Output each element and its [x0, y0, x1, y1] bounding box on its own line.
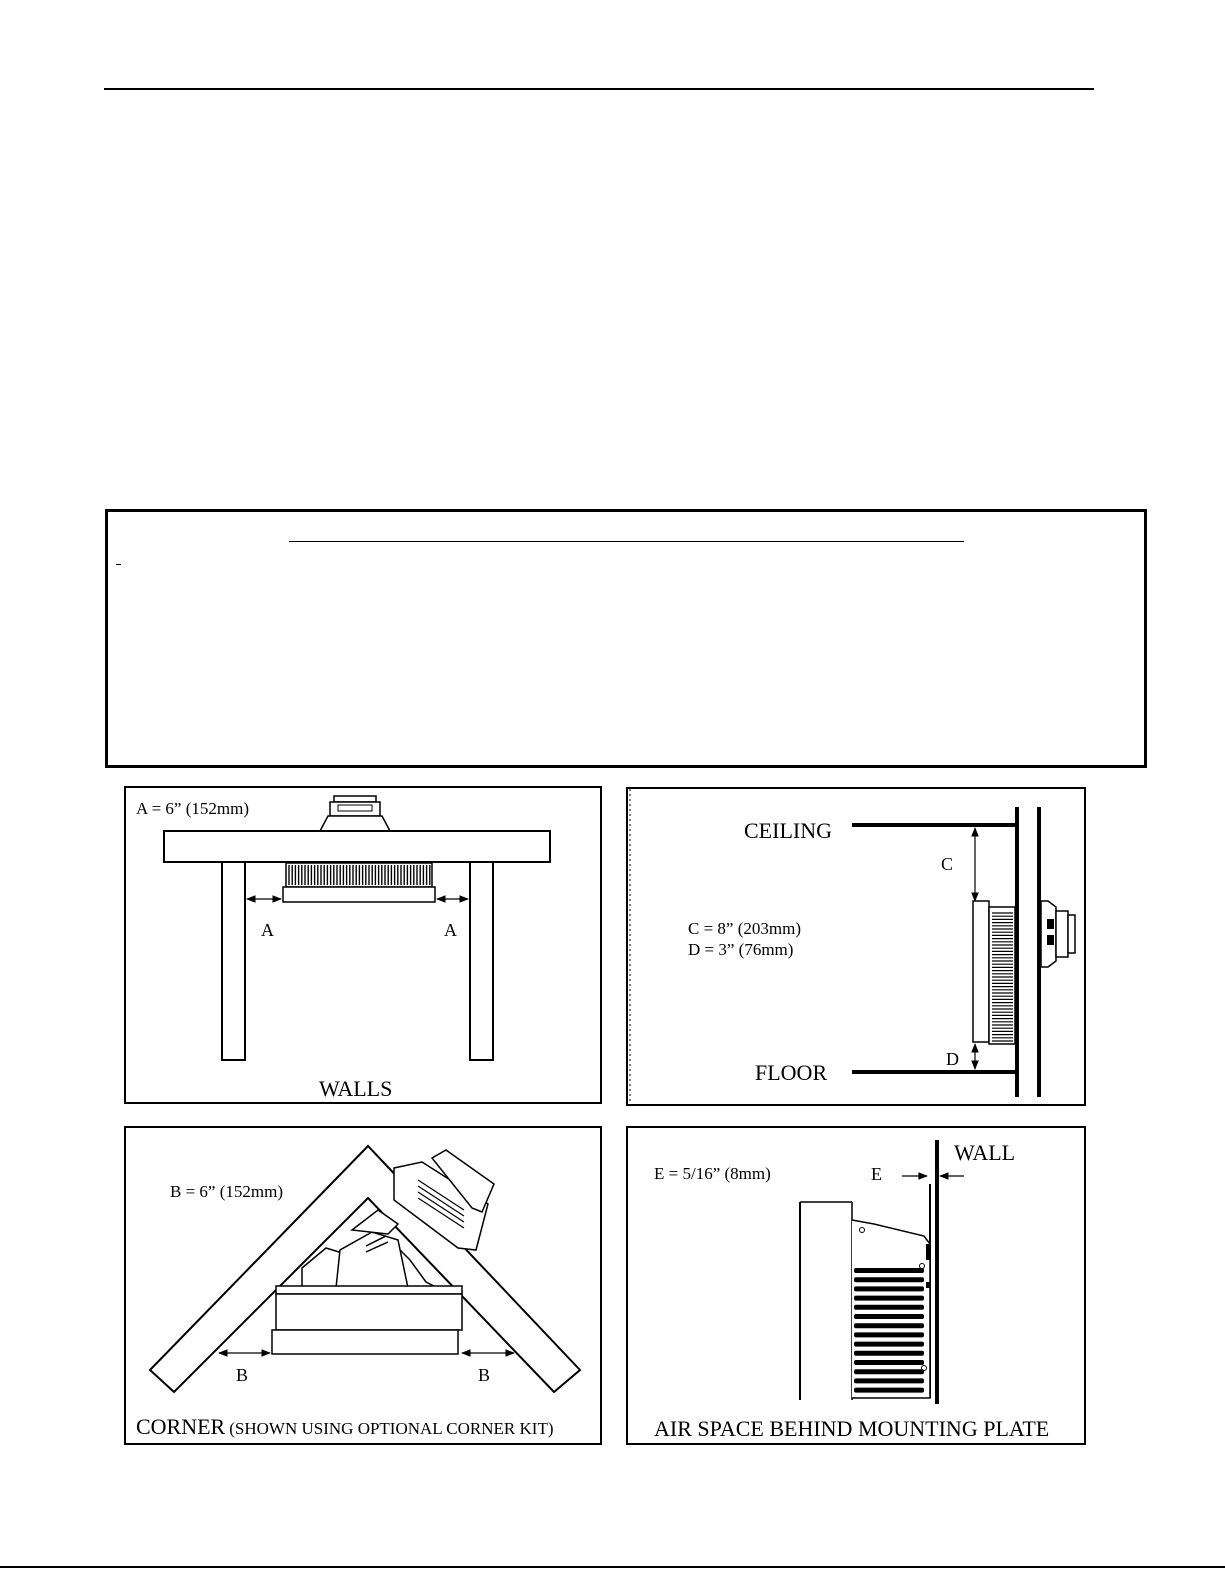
right-wall [470, 862, 493, 1060]
heater-profile-icon [800, 1202, 931, 1400]
walls-label-a-right: A [444, 920, 457, 940]
rear-vent-icon [1041, 901, 1075, 967]
walls-drawing [126, 788, 600, 1102]
air-wall-label: WALL [954, 1140, 1016, 1165]
air-caption: AIR SPACE BEHIND MOUNTING PLATE [654, 1416, 1050, 1441]
corner-panel [124, 1126, 602, 1445]
heater-side-icon [973, 901, 1015, 1044]
ceiling-floor-panel [626, 787, 1086, 1106]
air-space-panel [626, 1126, 1086, 1445]
header-rule [104, 88, 1094, 90]
corner-caption [136, 1416, 554, 1438]
air-spec: E = 5/16” (8mm) [654, 1164, 771, 1183]
spec-c: C = 8” (203mm) [688, 919, 801, 938]
clearance-title-underline [289, 541, 964, 542]
spec-d: D = 3” (76mm) [688, 940, 794, 959]
clearance-box [105, 509, 1147, 768]
corner-drawing [126, 1128, 600, 1443]
vent-cap-icon [320, 796, 390, 831]
walls-spec: A = 6” (152mm) [136, 799, 249, 818]
corner-label-b-left: B [236, 1365, 249, 1385]
corner-caption-note: (SHOWN USING OPTIONAL CORNER KIT) [229, 1419, 554, 1438]
floor-label: FLOOR [755, 1060, 828, 1085]
clearance-mark [116, 564, 121, 565]
air-label-e: E [871, 1164, 882, 1184]
corner-caption-main: CORNER [136, 1414, 226, 1439]
mantel-beam [164, 831, 550, 862]
left-wall [222, 862, 245, 1060]
floor-label-d: D [946, 1049, 959, 1069]
ceiling-label-c: C [941, 854, 954, 874]
walls-caption: WALLS [319, 1076, 393, 1101]
footer-rule [0, 1566, 1225, 1568]
walls-panel [124, 786, 602, 1104]
heater-grille-icon [283, 863, 435, 902]
corner-spec: B = 6” (152mm) [170, 1182, 283, 1201]
walls-label-a-left: A [261, 920, 274, 940]
ceiling-label: CEILING [744, 818, 832, 843]
corner-label-b-right: B [478, 1365, 491, 1385]
